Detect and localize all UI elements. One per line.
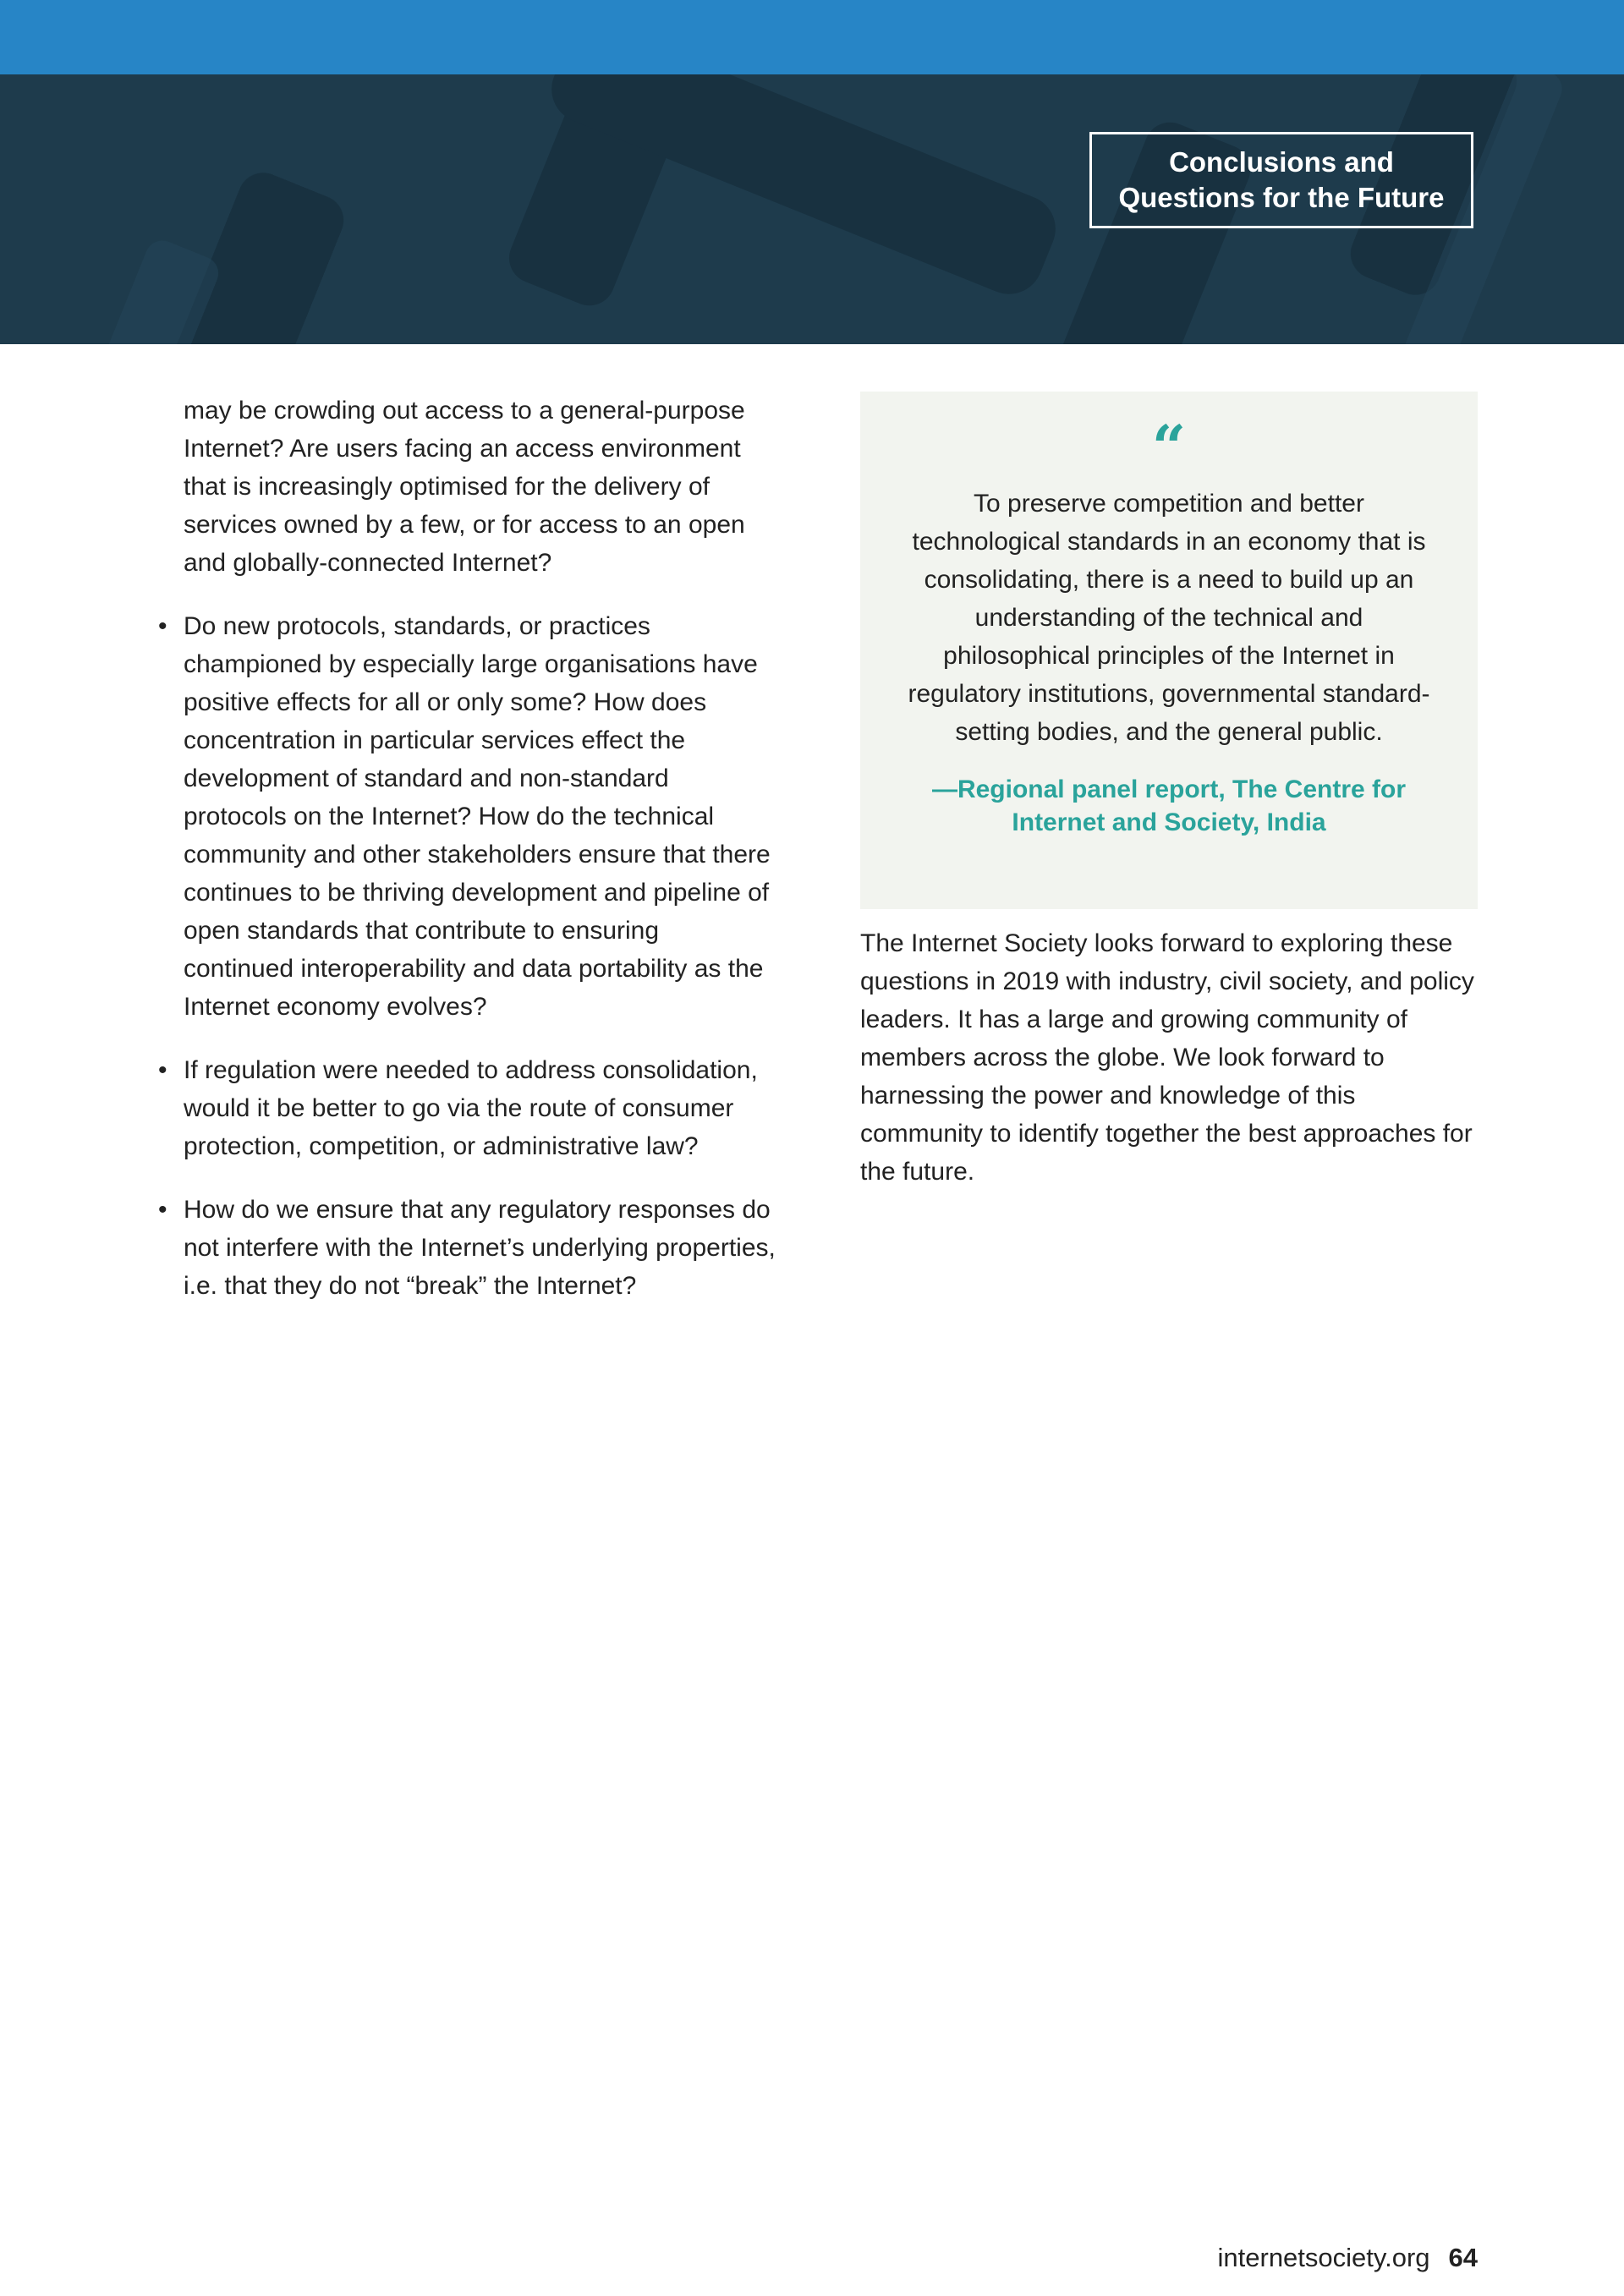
continued-paragraph: may be crowding out access to a general-purpose Internet? Are users facing an access environment that is increasingly optimised for the delivery of services owned by a few, or for access to an open and globally-connected Internet? — [184, 397, 745, 577]
bullet-text: How do we ensure that any regulatory responses do not interfere with the Internet’s underlying properties, i.e. that they do not “break” the Internet? — [184, 1196, 776, 1300]
section-title-box — [1089, 132, 1473, 228]
bullet-text: Do new protocols, standards, or practices championed by especially large organisations have positive effects for all or only some? How does concentration in particular services effect the development of standard and non-standard protocols on the Internet? How do the technical community and other stakeholders ensure that there continues to be thriving development and pipeline of open standards that contribute to ensuring continued interoperability and data portability as the Internet economy evolves? — [184, 612, 771, 1021]
section-title-line-1: Conclusions and — [1169, 146, 1394, 178]
left-column — [158, 392, 776, 1330]
list-item — [158, 1051, 776, 1165]
pull-quote — [860, 392, 1478, 909]
quote-mark-icon: “ — [1151, 412, 1187, 482]
top-color-bar — [0, 0, 1624, 74]
bullet-icon: • — [158, 1196, 167, 1224]
quote-source: —Regional panel report, The Centre for Internet and Society, India — [931, 775, 1407, 836]
section-title-line-2: Questions for the Future — [1118, 182, 1445, 213]
list-item — [158, 1191, 776, 1305]
page-number: 64 — [1448, 2243, 1478, 2272]
right-column — [860, 924, 1478, 1191]
bullet-icon: • — [158, 1056, 167, 1084]
bullet-text: If regulation were needed to address consolidation, would it be better to go via the route of consumer protection, competition, or administrative law? — [184, 1056, 758, 1160]
quote-text: To preserve competition and better technological standards in an economy that is consolidating, there is a need to build up an understanding of the technical and philosophical principles of the Internet in regulatory institutions, governmental standard-setting bodies, and the general public. — [908, 490, 1430, 746]
footer-site-link[interactable]: internetsociety.org — [1217, 2243, 1430, 2272]
page-footer — [1218, 2243, 1478, 2273]
question-list — [158, 607, 776, 1305]
closing-paragraph: The Internet Society looks forward to exploring these questions in 2019 with industry, civil society, and policy leaders. It has a large and growing community of members across the globe. We look forward to harnessing the power and knowledge of this community to identify together the best approaches for the future. — [860, 929, 1474, 1186]
list-item — [158, 607, 776, 1026]
bullet-icon: • — [158, 612, 167, 640]
